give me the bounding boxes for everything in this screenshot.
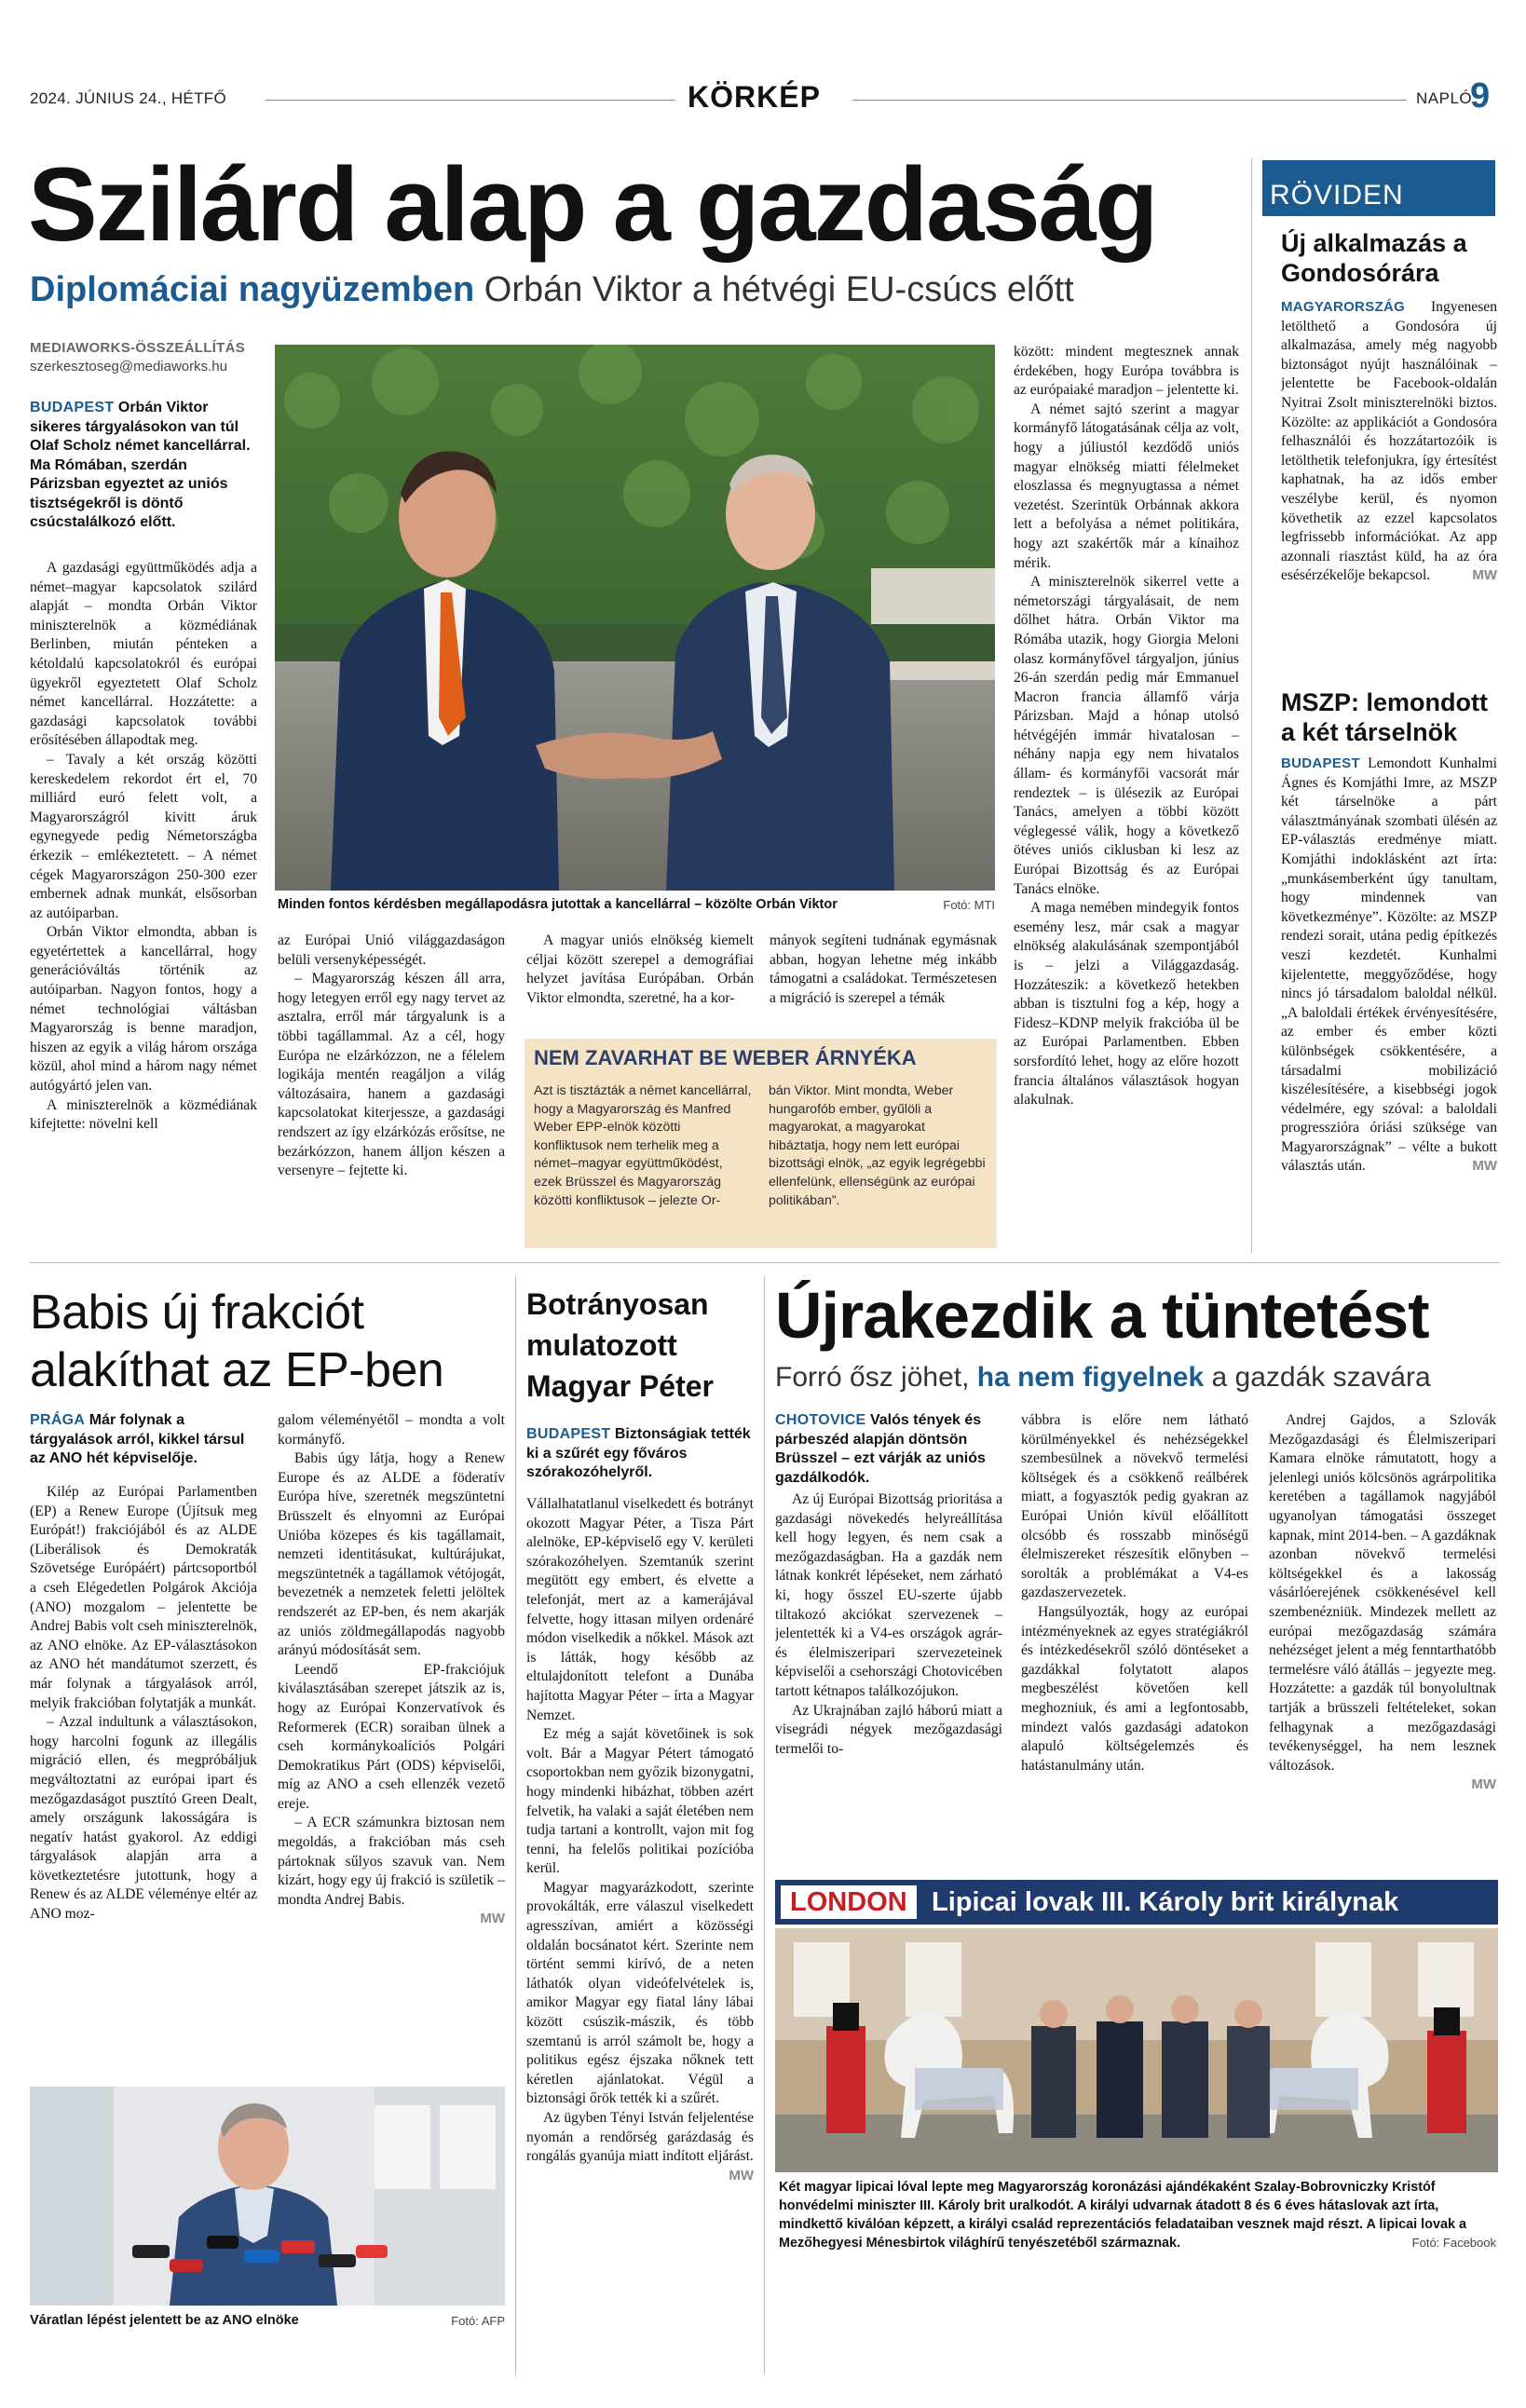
main-photo-caption	[278, 896, 995, 914]
roviden-title: RÖVIDEN	[1262, 160, 1495, 216]
babis-lead-text: Már folynak a tárgyalások arról, kikkel társul az ANO hét képviselője.	[30, 1412, 245, 1466]
botrany-divider	[515, 1276, 516, 2375]
tuntetes-sub-a: Forró ősz jöhet,	[775, 1362, 970, 1393]
tuntetes-subhead	[775, 1362, 1431, 1394]
section-divider	[30, 1262, 1500, 1263]
london-photo	[775, 1928, 1498, 2172]
main-lead-text: Orbán Viktor sikeres tárgyalásokon van túl Olaf Scholz német kancellárral. Ma Rómában, szerdán Párizsban egyeztet az uniós tisztségekről is döntő csúcstalálkozó előtt.	[30, 400, 251, 530]
main-column-3	[526, 932, 754, 1032]
london-caption-text: Két magyar lipicai lóval lepte meg Magyarország koronázási ajándékaként Szalay-Bobrovniczky Kristóf honvédelmi miniszter III. Károly brit uralkodót. A királyi udvarnak átadott 8 és 6 éves hátaslovak azt írta, mindkettő kiválóan képzett, a királyi család reprezentációs feladataiban vesznek majd részt. A lipicai lovak a Mezőhegyesi Ménesbirtok világhírű tenyészetéből származnak.	[779, 2180, 1466, 2251]
tuntetes-col1-p2: Az Ukrajnában zajló háború miatt a visegrádi négyek mezőgazdasági termelői to-	[775, 1702, 1002, 1757]
roviden-divider	[1251, 158, 1252, 1253]
main-byline: MEDIAWORKS-ÖSSZEÁLLÍTÁS	[30, 340, 246, 356]
babis-col2-p2: Babis úgy látja, hogy a Renew Europe és az ALDE a föderatív Európa híve, szeretnék megszüntetni Brüsszelt és elnyomni az Európai Unióba közepes és kis tagállamait, nemzeti identitásukat, kultúrájukat, megszüntetnék a tagállamok vétójogát, bevezetnék a nemzetek feletti jelöltek rendszerét az EP-ben, és nem akarják az uniós zöldmegállapodás nagyobb arányú módosítását sem.	[278, 1450, 505, 1659]
roviden-item1-dateline: MAGYARORSZÁG	[1281, 299, 1406, 315]
tuntetes-sig: MW	[1471, 1776, 1496, 1793]
header-rule-left	[266, 100, 675, 101]
main-col3-p1: A magyar uniós elnökség kiemelt céljai között szerepel a demográfiai helyzet javítása Európában. Orbán Viktor elmondta, szeretné, ha a kor-	[526, 932, 754, 1006]
botrany-body	[526, 1495, 754, 2338]
weber-box-title: NEM ZAVARHAT BE WEBER ÁRNYÉKA	[534, 1046, 917, 1069]
main-col4-p1: mányok segíteni tudnának egymásnak abban, hogyan lehetne még inkább támogatni a családokat. Természetesen a migráció is szerepel a témák	[770, 932, 997, 1006]
tuntetes-column-1	[775, 1490, 1002, 1858]
roviden-item1-headline: Új alkalmazás a Gondosórára	[1281, 229, 1467, 287]
main-column-1	[30, 559, 257, 1248]
main-col1-p4: A miniszterelnök a közmédiának kifejtette: növelni kell	[30, 1096, 257, 1133]
lipizzaner-photo	[775, 1928, 1498, 2172]
botrany-headline: Botrányosan mulatozott Magyar Péter	[526, 1287, 714, 1403]
botrany-lead	[526, 1425, 754, 1490]
main-col5-p4: A maga nemében mindegyik fontos esemény lesz, már csak a magyar elnökség alakulásának szempontjából is – jelzi a Világgazdaság. Hozzáteszik: a következő hetekben abban is tisztulni fog a kép, hogy a Fidesz–KDNP melyik frakcióba ül be az Európai Parlamentben. Ebben sorsfordító lehet, hogy az előre hozott francia általános választások hogyan alakulnak.	[1014, 900, 1239, 1109]
babis-dateline: PRÁGA	[30, 1412, 86, 1428]
main-col5-p3: A miniszterelnök sikerrel vette a németországi tárgyalásait, de nem dőlhet hátra. Orbán Viktor ma Rómába utazik, hogy Giorgia Meloni olasz kormányfővel tárgyaljon, június 26-án szerdán pedig már Emmanuel Macron francia államfő várja Párizsban. Majd a hónap utolsó hétvégéjén immár hivatalosan – néhány napja egy nem hivatalos állam- és kormányfői vacsorát már rendeztek – is ülésezik az Európai Tanács, amelyen a többi között véglegessé válik, hogy a következő ötéves uniós ciklusban ki lesz az Európai Bizottság és az Európai Tanács elnöke.	[1014, 574, 1239, 897]
main-headline: Szilárd alap a gazdaság	[28, 146, 1157, 263]
botrany-p2: Ez még a saját követőinek is sok volt. Bár a Magyar Pétert támogató csoportokban nem győzik bizonygatni, hogy mindenki hibázhat, többen azért felvetik, ha valaki a saját életében nem tudja tartani a kontrollt, vajon mit fog tenni, ha felelős politikai pozícióba kerül.	[526, 1726, 754, 1877]
tuntetes-lead	[775, 1411, 1002, 1486]
roviden-item2-headline: MSZP: lemondott a két társelnök	[1281, 688, 1488, 746]
header-date: 2024. JÚNIUS 24., HÉTFŐ	[30, 89, 226, 107]
main-photo-credit: Fotó: MTI	[943, 898, 995, 912]
main-kicker: Diplomáciai nagyüzemben	[30, 270, 475, 309]
babis-column-1	[30, 1483, 257, 2079]
tuntetes-column-2	[1021, 1411, 1248, 1858]
tuntetes-col2-p1: vábbra is előre nem látható körülményekkel és nehézségekkel szembesülnek a növekvő termelési költségek és a csökkenő reálbérek miatt, a fogyasztók pedig gyakran az Európai Unión kívül előállított olcsóbb és rosszabb minőségű élelmiszereket részesítik előnyben – sorolták a problémákat a V4-es gazdaszervezetek.	[1021, 1412, 1248, 1601]
main-column-4	[770, 932, 997, 1032]
tuntetes-headline: Újrakezdik a tüntetést	[775, 1279, 1429, 1352]
tuntetes-sub-c: a gazdák szavára	[1211, 1362, 1431, 1393]
botrany-p4: Az ügyben Tényi István feljelentése nyomán a rendőrség garázdaság és rongálás gyanúja miatt indított eljárást.	[526, 2110, 754, 2165]
babis-column-2	[278, 1411, 505, 2079]
header-section: KÖRKÉP	[688, 80, 821, 114]
roviden-item2-sig: MW	[1472, 1158, 1497, 1175]
main-dateline: BUDAPEST	[30, 400, 115, 415]
main-photo-caption-text: Minden fontos kérdésben megállapodásra jutottak a kancellárral – közölte Orbán Viktor	[278, 897, 838, 912]
babis-sig: MW	[480, 1911, 505, 1927]
header-rule-right	[852, 100, 1407, 101]
babis-col1-p1: Kilép az Európai Parlamentben (EP) a Renew Europe (Újítsuk meg Európát!) frakciójából és az ALDE (Liberálisok és Demokraták Szövetsége Európáért) pártcsoportból a cseh Elégedetlen Polgárok Akciója (ANO) mozgalom – jelentette be Andrej Babis volt cseh miniszterelnök, az ANO elnöke. Az EP-választásokon az ANO hét mandátumot szerzett, és már folynak a tárgyalások arról, melyik frakcióban folytatják a munkát.	[30, 1484, 257, 1711]
tuntetes-sub-b: ha nem figyelnek	[976, 1362, 1205, 1393]
main-col2-p1: az Európai Unió világgazdaságon belüli versenyképességét.	[278, 932, 505, 968]
babis-photo-caption	[30, 2312, 505, 2330]
tuntetes-col3-p1: Andrej Gajdos, a Szlovák Mezőgazdasági és Élelmiszeripari Kamara elnöke rámutatott, hogy a jelenlegi uniós kölcsönös agrárpolitika keretében a tagállamok nagyjából ugyanolyan támogatási összeget kapnak, mint 2014-ben. – A gazdáknak azonban növekvő termelési költségekkel és a lakosság vásárlóerejének csökkenésével kell szembenézniük. Mindezek mellett az európai mezőgazdaság számára nehézséget jelent a még fenntarthatóbb termelésre váló átállás – jegyezte meg. Hozzátette: a gazdák túl bonyolultnak tartják a brüsszeli feltételeket, sokan felhagynak a mezőgazdasági tevékenységgel, ha nem lesznek változások.	[1269, 1412, 1496, 1774]
main-lead	[30, 399, 257, 548]
babis-col2-p3: Leendő EP-frakciójuk kiválasztásában szerepet játszik az is, hogy az Európai Konzervatívok és Reformerek (ECR) soraiban ülnek a cseh kormánykoalíciós Polgári Demokratikus Párt (ODS) képviselői, míg az ANO a cseh ellenzék vezető ereje.	[278, 1661, 505, 1812]
main-col5-p2: A német sajtó szerint a magyar kormányfő látogatásának célja az volt, hogy a júliustól kezdődő uniós magyar elnökség miatti félelmeket eloszlassa és megnyugtassa a német vezetést. Szerintük Orbánnak akkora lett a befolyása a német politikára, hogy azt szakértők már a kínaihoz mérik.	[1014, 401, 1239, 571]
roviden-item2-text	[1281, 755, 1497, 1253]
main-col5-p1: között: mindent megtesznek annak érdekében, hogy Európa továbbra is az európaiaké maradjon – jelentette ki.	[1014, 344, 1239, 399]
tuntetes-dateline: CHOTOVICE	[775, 1412, 866, 1428]
botrany-p3: Magyar magyarázkodott, szerinte provokálták, erre válaszul viselkedett agresszívan, amiért a közösségi oldalán bocsánatot kért. Szerinte nem történt semmi kirívó, de a neten láthatók olyan videófelvételek is, amikor Magyar egy fiatal lány lábai között csúszik-mászik, és több szemtanú is arról számolt be, hogy a politikus egész éjszaka nőknek tett kéretlen ajánlatokat. Végül a biztonsági őrök tették ki a szűrét.	[526, 1879, 754, 2107]
babis-press-photo	[30, 2087, 505, 2306]
tuntetes-col2-p2: Hangsúlyozták, hogy az európai intézményeknek az egyes stratégiákról és intézkedésekről szóló döntéseket a gazdákkal folytatott alapos megbeszélést követően kell meghozniuk, és ami a legfontosabb, mindezt valós gazdasági adatokon alapuló költségelemzés és hatástanulmány után.	[1021, 1603, 1248, 1774]
babis-lead	[30, 1411, 257, 1476]
botrany-dateline: BUDAPEST	[526, 1426, 611, 1442]
main-column-5	[1014, 343, 1239, 1251]
roviden-item1-body: Ingyenesen letölthető a Gondosóra új alkalmazása, amely még nagyobb biztonságot nyújt használóinak – jelentette be Facebook-oldalán Nyitrai Zsolt miniszterelnöki biztos. Közölte: az applikációt a Gondosóra felhasználói és hozzátartozóik is letölthetik telefonjukra, így értesítést kaphatnak, ha az idős ember veszélybe kerül, és nyomon követhetik az ezzel kapcsolatos legfrissebb információkat. Az app azonnali riasztást küld, ha az óra esésérzékelője bekapcsol.	[1281, 299, 1497, 584]
roviden-item1-sig: MW	[1472, 567, 1497, 584]
tuntetes-column-3	[1269, 1411, 1496, 1858]
weber-box-left: Azt is tisztázták a német kancellárral, hogy a Magyarország és Manfred Weber EPP-elnök közötti konfliktusok nem terhelik meg a német–magyar együttműködést, ezek Brüsszel és Magyarország közötti konfliktusok – jelezte Or-	[534, 1083, 752, 1208]
botrany-lead-text: Biztonságiak tették ki a szűrét egy főváros szórakozóhelyről.	[526, 1426, 751, 1480]
babis-photo-caption-text: Váratlan lépést jelentett be az ANO elnöke	[30, 2313, 299, 2328]
header-page-number: 9	[1470, 76, 1491, 116]
main-subhead-text: Orbán Viktor a hétvégi EU-csúcs előtt	[484, 270, 1074, 309]
babis-headline: Babis új frakciót alakíthat az EP-ben	[30, 1286, 444, 1397]
roviden-item2-body: Lemondott Kunhalmi Ágnes és Komjáthi Imre, az MSZP két társelnöke a párt választmányának szombati ülésén az EP-választás eredménye miatt. Komjáthi indoklásként azt írta: „munkásemberként úgy tanultam, hogy mindennek van következménye”. Közölte: az MSZP rendezi sorait, utána pedig építkezés veszi kezdetét. Kunhalmi kijelentette, meggyőződése, hogy nincs jó társadalom baloldal nélkül. „A baloldali értékek érvényesítésére, az ember és ember közti különbségek csökkentésére, a társadalmi mobilizáció kiszélesítésére, a kisebbségi jogok védelmére, egy szóval: a baloldali progresszióra óriási szüksége van Magyarországnak” – vélte a bukott választás után.	[1281, 755, 1497, 1175]
babis-photo-credit: Fotó: AFP	[451, 2314, 505, 2328]
main-col1-p3: Orbán Viktor elmondta, abban is egyetértettek a kancellárral, hogy generációváltás történik az autóiparban. Nagyon fontos, hogy a német technológiai váltásban Magyarország is benne maradjon, hiszen az egyik a világ három országa közül, ahol mind a három nagy német autógyártó jelen van.	[30, 924, 257, 1095]
main-col2-p2: – Magyarország készen áll arra, hogy letegyen erről egy nagy tervet az asztalra, erről már tárgyalunk is a többi tagállammal. Az a cél, hogy Európa ne elzárkózzon, ne a félelem logikája mentén reagáljon a világ változásaira, hanem a gazdasági kapcsolatokat kiterjessze, a gazdasági rendszert az így elzárkózás erősítse, ne bezárkózzon, hanem álljon készen a versenyre – fejtette ki.	[278, 971, 505, 1179]
babis-photo	[30, 2087, 505, 2306]
main-subhead	[30, 270, 1074, 310]
london-banner	[775, 1880, 1498, 1925]
babis-col2-p1: galom véleményétől – mondta a volt kormányfő.	[278, 1412, 505, 1448]
tuntetes-lead-text: Valós tények és párbeszéd alapján döntsön Brüsszel – ezt várják az uniós gazdálkodók.	[775, 1412, 986, 1486]
weber-box-right: bán Viktor. Mint mondta, Weber hungarofób ember, gyűlöli a magyarokat, a magyarokat hibáztatja, hogy nem lett európai bizottsági elnök, „az egyik legrégebbi ellenfelünk, ellenségünk az európai politikában”.	[769, 1083, 986, 1208]
roviden-item2-dateline: BUDAPEST	[1281, 755, 1360, 771]
orban-scholz-photo	[275, 345, 995, 891]
botrany-p1: Vállalhatatlanul viselkedett és botrányt okozott Magyar Péter, a Tisza Párt alelnöke, EP-képviselő egy V. kerületi szórakozóhelyen. Szemtanúk szerint megütött egy embert, és elvette a telefonját, mert az a kamerájával felvette, hogy ittasan milyen ordenáré módon viselkedik a nőkkel. Mások azt is látták, hogy később az eltulajdonított telefont a Dunába hajította Magyar Péter – írta a Magyar Nemzet.	[526, 1496, 754, 1723]
babis-col2-p4: – A ECR számunkra biztosan nem megoldás, a frakcióban más cseh pártoknak sűlyos szavuk van. Nem kizárt, hogy egy új frakció is születik – mondta Andrej Babis.	[278, 1815, 505, 1908]
botrany-sig: MW	[729, 2167, 754, 2184]
main-column-2	[278, 932, 505, 1253]
tuntetes-col1-p1: Az új Európai Bizottság prioritása a gazdasági növekedés helyreállítása kell hogy legyen, és nem csak a mezőgazdaságban. Ha a gazdák nem látnak konkrét lépéseket, nem zárható ki, hogy ősszel EU-szerte újabb tiltakozó akciókat szervezenek – jelentették ki a V4-es országok agrár- és élelmiszeripari szervezeteinek képviselői a csehországi Chotovicében tartott kétnapos találkozójukon.	[775, 1491, 1002, 1699]
london-label: LONDON	[781, 1885, 917, 1919]
main-col1-p2: – Tavaly a két ország közötti kereskedelem rekordot ért el, 70 milliárd euró felett volt, a Magyarországról kivitt áruk egynegyede pedig Németországba érkezik – emlékeztetett. – A német cégek Magyarországon 250-300 ezer embernek adnak munkát, elsősorban az autóiparban.	[30, 751, 257, 921]
weber-box	[525, 1039, 997, 1248]
main-email: szerkesztoseg@mediaworks.hu	[30, 359, 227, 374]
london-credit: Fotó: Facebook	[1411, 2236, 1496, 2250]
main-photo	[275, 345, 995, 891]
london-caption	[779, 2178, 1496, 2252]
main-col1-p1: A gazdasági együttműködés adja a német–magyar kapcsolatok szilárd alapját – mondta Orbán Viktor miniszterelnök a közmédiának Berlinben, miután pénteken a kétoldalú kapcsolatokról és európai ügyekről egyeztetett Olaf Scholz német kancellárral. Hozzátette: a gazdasági kapcsolatok további erősítésében állapodtak meg.	[30, 560, 257, 749]
babis-col1-p2: – Azzal indultunk a választásokon, hogy harcolni fogunk az illegális migráció ellen, és megpróbáljuk megváltoztatni az európai ipart és mezőgazdaságot pusztító Green Dealt, amely országunk lakosságára is negatív hatást gyakorol. Az eddigi tárgyalások alapján arra a következtetésre jutottunk, hogy a Renew és az ALDE véleménye eltér az ANO moz-	[30, 1714, 257, 1923]
roviden-item1-text	[1281, 298, 1497, 680]
header-paper: NAPLÓ	[1416, 89, 1473, 107]
tuntetes-divider	[764, 1276, 765, 2375]
london-headline: Lipicai lovak III. Károly brit királynak	[932, 1887, 1399, 1917]
